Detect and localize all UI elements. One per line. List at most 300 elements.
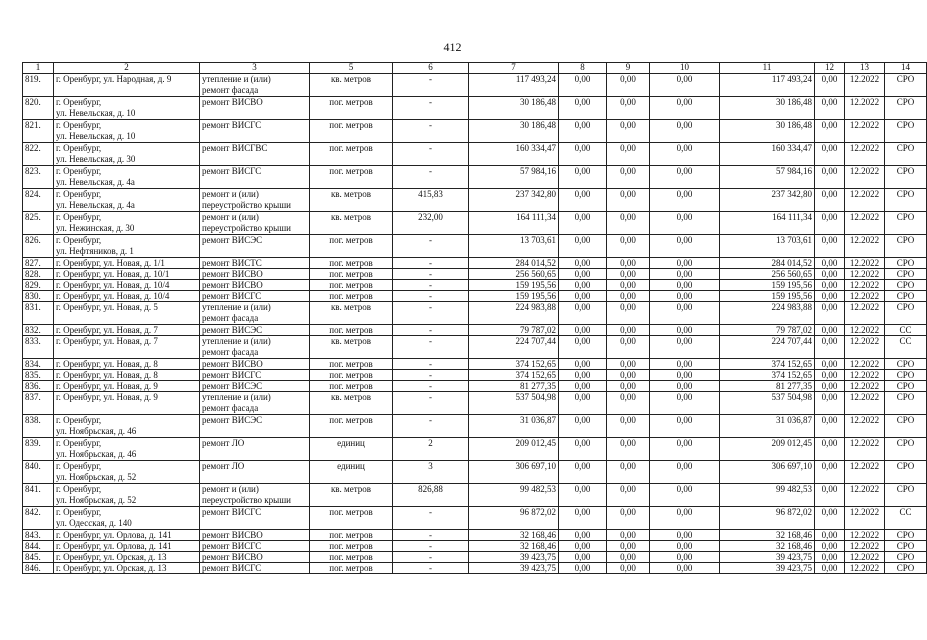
quantity-cell: - bbox=[393, 143, 469, 166]
work-type-cell bbox=[200, 166, 310, 189]
row-number-cell: 840. bbox=[23, 461, 54, 484]
funding-col10-cell: 0,00 bbox=[650, 269, 720, 280]
funding-col11-cell: 159 195,56 bbox=[720, 280, 815, 291]
funding-col12-cell: 0,00 bbox=[815, 325, 845, 336]
address-cell-line: г. Оренбург, ул. Новая, д. 10/4 bbox=[56, 291, 170, 301]
table-row bbox=[23, 269, 927, 280]
address-cell-line: ул. Ноябрьская, д. 52 bbox=[56, 495, 137, 505]
funding-col9-cell: 0,00 bbox=[607, 484, 650, 507]
funding-col12-cell: 0,00 bbox=[815, 280, 845, 291]
funding-col11-cell: 374 152,65 bbox=[720, 370, 815, 381]
funding-col10-cell: 0,00 bbox=[650, 189, 720, 212]
table-row bbox=[23, 120, 927, 143]
deadline-cell: 12.2022 bbox=[845, 302, 885, 325]
unit-cell: пог. метров bbox=[310, 291, 393, 302]
total-cost-cell: 79 787,02 bbox=[469, 325, 559, 336]
deadline-cell: 12.2022 bbox=[845, 166, 885, 189]
funding-col10-cell: 0,00 bbox=[650, 325, 720, 336]
row-number-cell: 836. bbox=[23, 381, 54, 392]
funding-col12-cell: 0,00 bbox=[815, 189, 845, 212]
unit-cell: кв. метров bbox=[310, 392, 393, 415]
quantity-cell: 2 bbox=[393, 438, 469, 461]
unit-cell: кв. метров bbox=[310, 212, 393, 235]
column-number-cell: 12 bbox=[815, 63, 845, 74]
quantity-cell: - bbox=[393, 415, 469, 438]
address-cell-line: г. Оренбург, ул. Народная, д. 9 bbox=[56, 74, 172, 84]
funding-col9-cell: 0,00 bbox=[607, 370, 650, 381]
funding-col9-cell: 0,00 bbox=[607, 530, 650, 541]
funding-col12-cell: 0,00 bbox=[815, 166, 845, 189]
address-cell bbox=[54, 235, 200, 258]
funding-col11-cell: 256 560,65 bbox=[720, 269, 815, 280]
deadline-cell: 12.2022 bbox=[845, 530, 885, 541]
funding-col8-cell: 0,00 bbox=[559, 370, 607, 381]
funding-col10-cell: 0,00 bbox=[650, 438, 720, 461]
column-number-cell: 7 bbox=[469, 63, 559, 74]
funding-col11-cell: 32 168,46 bbox=[720, 530, 815, 541]
source-cell: СРО bbox=[885, 258, 927, 269]
funding-col11-cell: 30 186,48 bbox=[720, 120, 815, 143]
funding-col12-cell: 0,00 bbox=[815, 302, 845, 325]
funding-col11-cell: 57 984,16 bbox=[720, 166, 815, 189]
total-cost-cell: 224 983,88 bbox=[469, 302, 559, 325]
funding-col9-cell: 0,00 bbox=[607, 269, 650, 280]
deadline-cell: 12.2022 bbox=[845, 381, 885, 392]
address-cell bbox=[54, 563, 200, 574]
address-cell bbox=[54, 415, 200, 438]
funding-col10-cell: 0,00 bbox=[650, 166, 720, 189]
work-type-cell-line: ремонт и (или) bbox=[202, 189, 259, 199]
address-cell-line: г. Оренбург, ул. Орлова, д. 141 bbox=[56, 530, 172, 540]
address-cell bbox=[54, 381, 200, 392]
funding-col10-cell: 0,00 bbox=[650, 563, 720, 574]
quantity-cell: - bbox=[393, 359, 469, 370]
quantity-cell: 415,83 bbox=[393, 189, 469, 212]
work-type-cell-line: ремонт ЛО bbox=[202, 438, 245, 448]
row-number-cell: 823. bbox=[23, 166, 54, 189]
funding-col8-cell: 0,00 bbox=[559, 415, 607, 438]
funding-col9-cell: 0,00 bbox=[607, 166, 650, 189]
total-cost-cell: 374 152,65 bbox=[469, 370, 559, 381]
work-type-cell bbox=[200, 280, 310, 291]
unit-cell: единиц bbox=[310, 438, 393, 461]
deadline-cell: 12.2022 bbox=[845, 280, 885, 291]
work-type-cell bbox=[200, 370, 310, 381]
row-number-cell: 845. bbox=[23, 552, 54, 563]
funding-col12-cell: 0,00 bbox=[815, 269, 845, 280]
address-cell bbox=[54, 97, 200, 120]
funding-col8-cell: 0,00 bbox=[559, 484, 607, 507]
total-cost-cell: 237 342,80 bbox=[469, 189, 559, 212]
work-type-cell-line: ремонт ВИСГС bbox=[202, 120, 262, 130]
work-type-cell-line: переустройство крыши bbox=[202, 495, 291, 505]
row-number-cell: 831. bbox=[23, 302, 54, 325]
funding-col9-cell: 0,00 bbox=[607, 438, 650, 461]
funding-col10-cell: 0,00 bbox=[650, 235, 720, 258]
address-cell-line: г. Оренбург, bbox=[56, 507, 102, 517]
work-type-cell-line: переустройство крыши bbox=[202, 200, 291, 210]
work-type-cell bbox=[200, 120, 310, 143]
address-cell bbox=[54, 336, 200, 359]
address-cell-line: г. Оренбург, bbox=[56, 484, 102, 494]
funding-col12-cell: 0,00 bbox=[815, 530, 845, 541]
quantity-cell: - bbox=[393, 97, 469, 120]
funding-col11-cell: 537 504,98 bbox=[720, 392, 815, 415]
funding-col10-cell: 0,00 bbox=[650, 74, 720, 97]
source-cell: СРО bbox=[885, 212, 927, 235]
work-type-cell bbox=[200, 461, 310, 484]
work-type-cell bbox=[200, 336, 310, 359]
address-cell bbox=[54, 541, 200, 552]
address-cell-line: ул. Невельская, д. 4а bbox=[56, 177, 135, 187]
column-number-cell: 5 bbox=[310, 63, 393, 74]
deadline-cell: 12.2022 bbox=[845, 359, 885, 370]
total-cost-cell: 30 186,48 bbox=[469, 120, 559, 143]
address-cell-line: ул. Одесская, д. 140 bbox=[56, 518, 132, 528]
deadline-cell: 12.2022 bbox=[845, 415, 885, 438]
deadline-cell: 12.2022 bbox=[845, 235, 885, 258]
deadline-cell: 12.2022 bbox=[845, 370, 885, 381]
address-cell bbox=[54, 392, 200, 415]
row-number-cell: 829. bbox=[23, 280, 54, 291]
funding-col10-cell: 0,00 bbox=[650, 552, 720, 563]
work-type-cell-line: ремонт фасада bbox=[202, 347, 259, 357]
table-row bbox=[23, 143, 927, 166]
funding-col8-cell: 0,00 bbox=[559, 120, 607, 143]
funding-col8-cell: 0,00 bbox=[559, 166, 607, 189]
total-cost-cell: 32 168,46 bbox=[469, 530, 559, 541]
funding-col12-cell: 0,00 bbox=[815, 235, 845, 258]
work-type-cell-line: утепление и (или) bbox=[202, 74, 271, 84]
funding-col9-cell: 0,00 bbox=[607, 552, 650, 563]
work-type-cell-line: ремонт ВИСВО bbox=[202, 280, 263, 290]
funding-col9-cell: 0,00 bbox=[607, 359, 650, 370]
funding-col9-cell: 0,00 bbox=[607, 325, 650, 336]
unit-cell: пог. метров bbox=[310, 541, 393, 552]
deadline-cell: 12.2022 bbox=[845, 143, 885, 166]
address-cell-line: г. Оренбург, bbox=[56, 438, 102, 448]
address-cell bbox=[54, 325, 200, 336]
row-number-cell: 822. bbox=[23, 143, 54, 166]
total-cost-cell: 159 195,56 bbox=[469, 280, 559, 291]
address-cell bbox=[54, 484, 200, 507]
funding-col9-cell: 0,00 bbox=[607, 74, 650, 97]
address-cell bbox=[54, 359, 200, 370]
address-cell-line: г. Оренбург, ул. Новая, д. 9 bbox=[56, 392, 158, 402]
funding-col11-cell: 99 482,53 bbox=[720, 484, 815, 507]
deadline-cell: 12.2022 bbox=[845, 291, 885, 302]
source-cell: СРО bbox=[885, 541, 927, 552]
funding-col12-cell: 0,00 bbox=[815, 415, 845, 438]
quantity-cell: 232,00 bbox=[393, 212, 469, 235]
column-number-cell: 9 bbox=[607, 63, 650, 74]
deadline-cell: 12.2022 bbox=[845, 120, 885, 143]
funding-col12-cell: 0,00 bbox=[815, 484, 845, 507]
funding-col10-cell: 0,00 bbox=[650, 143, 720, 166]
funding-col8-cell: 0,00 bbox=[559, 392, 607, 415]
funding-col12-cell: 0,00 bbox=[815, 359, 845, 370]
row-number-cell: 830. bbox=[23, 291, 54, 302]
source-cell: СРО bbox=[885, 381, 927, 392]
funding-col10-cell: 0,00 bbox=[650, 415, 720, 438]
unit-cell: пог. метров bbox=[310, 530, 393, 541]
row-number-cell: 821. bbox=[23, 120, 54, 143]
funding-col11-cell: 164 111,34 bbox=[720, 212, 815, 235]
work-type-cell bbox=[200, 74, 310, 97]
unit-cell: пог. метров bbox=[310, 97, 393, 120]
work-type-cell bbox=[200, 258, 310, 269]
deadline-cell: 12.2022 bbox=[845, 552, 885, 563]
quantity-cell: - bbox=[393, 563, 469, 574]
table-row bbox=[23, 541, 927, 552]
funding-col11-cell: 81 277,35 bbox=[720, 381, 815, 392]
work-type-cell-line: ремонт ВИСГС bbox=[202, 563, 262, 573]
funding-col12-cell: 0,00 bbox=[815, 212, 845, 235]
total-cost-cell: 306 697,10 bbox=[469, 461, 559, 484]
funding-col11-cell: 39 423,75 bbox=[720, 552, 815, 563]
funding-col9-cell: 0,00 bbox=[607, 258, 650, 269]
address-cell-line: г. Оренбург, ул. Орлова, д. 141 bbox=[56, 541, 172, 551]
funding-col11-cell: 209 012,45 bbox=[720, 438, 815, 461]
table-row bbox=[23, 438, 927, 461]
work-type-cell bbox=[200, 235, 310, 258]
table-row bbox=[23, 461, 927, 484]
funding-col9-cell: 0,00 bbox=[607, 143, 650, 166]
total-cost-cell: 164 111,34 bbox=[469, 212, 559, 235]
quantity-cell: - bbox=[393, 392, 469, 415]
work-type-cell-line: ремонт ВИСГС bbox=[202, 291, 262, 301]
funding-col11-cell: 31 036,87 bbox=[720, 415, 815, 438]
unit-cell: пог. метров bbox=[310, 120, 393, 143]
row-number-cell: 835. bbox=[23, 370, 54, 381]
unit-cell: пог. метров bbox=[310, 507, 393, 530]
total-cost-cell: 13 703,61 bbox=[469, 235, 559, 258]
address-cell bbox=[54, 280, 200, 291]
source-cell: СРО bbox=[885, 97, 927, 120]
source-cell: СРО bbox=[885, 269, 927, 280]
work-type-cell-line: утепление и (или) bbox=[202, 336, 271, 346]
funding-col11-cell: 374 152,65 bbox=[720, 359, 815, 370]
work-type-cell bbox=[200, 325, 310, 336]
funding-col12-cell: 0,00 bbox=[815, 438, 845, 461]
quantity-cell: - bbox=[393, 269, 469, 280]
address-cell bbox=[54, 269, 200, 280]
address-cell-line: г. Оренбург, ул. Орская, д. 13 bbox=[56, 563, 167, 573]
address-cell bbox=[54, 212, 200, 235]
quantity-cell: - bbox=[393, 258, 469, 269]
total-cost-cell: 537 504,98 bbox=[469, 392, 559, 415]
work-type-cell bbox=[200, 415, 310, 438]
work-type-cell-line: ремонт ВИСВО bbox=[202, 269, 263, 279]
column-number-cell: 1 bbox=[23, 63, 54, 74]
total-cost-cell: 374 152,65 bbox=[469, 359, 559, 370]
row-number-cell: 846. bbox=[23, 563, 54, 574]
deadline-cell: 12.2022 bbox=[845, 97, 885, 120]
source-cell: СРО bbox=[885, 370, 927, 381]
table-row bbox=[23, 381, 927, 392]
work-type-cell bbox=[200, 392, 310, 415]
table-row bbox=[23, 189, 927, 212]
unit-cell: пог. метров bbox=[310, 143, 393, 166]
table-row bbox=[23, 392, 927, 415]
quantity-cell: - bbox=[393, 280, 469, 291]
quantity-cell: - bbox=[393, 336, 469, 359]
funding-col10-cell: 0,00 bbox=[650, 370, 720, 381]
total-cost-cell: 31 036,87 bbox=[469, 415, 559, 438]
address-cell-line: г. Оренбург, bbox=[56, 143, 102, 153]
page-number: 412 bbox=[443, 40, 462, 54]
table-row bbox=[23, 370, 927, 381]
work-type-cell-line: ремонт ВИСЭС bbox=[202, 325, 263, 335]
table-row bbox=[23, 258, 927, 269]
funding-col8-cell: 0,00 bbox=[559, 235, 607, 258]
funding-col10-cell: 0,00 bbox=[650, 258, 720, 269]
address-cell-line: г. Оренбург, ул. Новая, д. 1/1 bbox=[56, 258, 165, 268]
funding-col8-cell: 0,00 bbox=[559, 212, 607, 235]
total-cost-cell: 57 984,16 bbox=[469, 166, 559, 189]
source-cell: СРО bbox=[885, 291, 927, 302]
deadline-cell: 12.2022 bbox=[845, 541, 885, 552]
deadline-cell: 12.2022 bbox=[845, 392, 885, 415]
work-type-cell bbox=[200, 359, 310, 370]
funding-col11-cell: 284 014,52 bbox=[720, 258, 815, 269]
funding-col12-cell: 0,00 bbox=[815, 258, 845, 269]
deadline-cell: 12.2022 bbox=[845, 336, 885, 359]
source-cell: СРО bbox=[885, 280, 927, 291]
work-type-cell bbox=[200, 291, 310, 302]
table-row bbox=[23, 484, 927, 507]
deadline-cell: 12.2022 bbox=[845, 74, 885, 97]
deadline-cell: 12.2022 bbox=[845, 461, 885, 484]
funding-col9-cell: 0,00 bbox=[607, 189, 650, 212]
quantity-cell: - bbox=[393, 302, 469, 325]
table-row bbox=[23, 97, 927, 120]
work-type-cell bbox=[200, 269, 310, 280]
funding-col10-cell: 0,00 bbox=[650, 392, 720, 415]
unit-cell: пог. метров bbox=[310, 325, 393, 336]
total-cost-cell: 160 334,47 bbox=[469, 143, 559, 166]
work-type-cell bbox=[200, 381, 310, 392]
table-row bbox=[23, 336, 927, 359]
source-cell: СРО bbox=[885, 302, 927, 325]
column-number-cell: 10 bbox=[650, 63, 720, 74]
funding-col10-cell: 0,00 bbox=[650, 280, 720, 291]
work-type-cell-line: ремонт ВИСВО bbox=[202, 530, 263, 540]
funding-col8-cell: 0,00 bbox=[559, 258, 607, 269]
funding-col12-cell: 0,00 bbox=[815, 74, 845, 97]
unit-cell: кв. метров bbox=[310, 74, 393, 97]
funding-col8-cell: 0,00 bbox=[559, 507, 607, 530]
address-cell bbox=[54, 143, 200, 166]
work-type-cell bbox=[200, 484, 310, 507]
total-cost-cell: 224 707,44 bbox=[469, 336, 559, 359]
address-cell bbox=[54, 302, 200, 325]
unit-cell: пог. метров bbox=[310, 166, 393, 189]
funding-col10-cell: 0,00 bbox=[650, 484, 720, 507]
funding-col9-cell: 0,00 bbox=[607, 381, 650, 392]
source-cell: СС bbox=[885, 336, 927, 359]
funding-col12-cell: 0,00 bbox=[815, 381, 845, 392]
funding-col9-cell: 0,00 bbox=[607, 336, 650, 359]
funding-col12-cell: 0,00 bbox=[815, 392, 845, 415]
funding-col8-cell: 0,00 bbox=[559, 461, 607, 484]
funding-col8-cell: 0,00 bbox=[559, 302, 607, 325]
funding-col11-cell: 32 168,46 bbox=[720, 541, 815, 552]
source-cell: СРО bbox=[885, 392, 927, 415]
funding-col9-cell: 0,00 bbox=[607, 280, 650, 291]
source-cell: СРО bbox=[885, 166, 927, 189]
work-type-cell-line: ремонт ВИСГС bbox=[202, 541, 262, 551]
funding-col12-cell: 0,00 bbox=[815, 97, 845, 120]
address-cell-line: г. Оренбург, bbox=[56, 415, 102, 425]
source-cell: СРО bbox=[885, 359, 927, 370]
total-cost-cell: 81 277,35 bbox=[469, 381, 559, 392]
funding-col9-cell: 0,00 bbox=[607, 541, 650, 552]
quantity-cell: - bbox=[393, 74, 469, 97]
funding-col10-cell: 0,00 bbox=[650, 461, 720, 484]
table-row bbox=[23, 280, 927, 291]
table-row bbox=[23, 302, 927, 325]
source-cell: СРО bbox=[885, 530, 927, 541]
funding-col8-cell: 0,00 bbox=[559, 280, 607, 291]
funding-col10-cell: 0,00 bbox=[650, 359, 720, 370]
work-type-cell bbox=[200, 552, 310, 563]
row-number-cell: 839. bbox=[23, 438, 54, 461]
address-cell-line: г. Оренбург, ул. Новая, д. 5 bbox=[56, 302, 158, 312]
quantity-cell: - bbox=[393, 166, 469, 189]
address-cell-line: ул. Ноябрьская, д. 46 bbox=[56, 426, 137, 436]
address-cell-line: ул. Нежинская, д. 30 bbox=[56, 223, 135, 233]
funding-col12-cell: 0,00 bbox=[815, 563, 845, 574]
row-number-cell: 824. bbox=[23, 189, 54, 212]
deadline-cell: 12.2022 bbox=[845, 484, 885, 507]
total-cost-cell: 284 014,52 bbox=[469, 258, 559, 269]
quantity-cell: - bbox=[393, 120, 469, 143]
work-type-cell-line: утепление и (или) bbox=[202, 302, 271, 312]
quantity-cell: 3 bbox=[393, 461, 469, 484]
address-cell-line: г. Оренбург, ул. Новая, д. 9 bbox=[56, 381, 158, 391]
funding-col9-cell: 0,00 bbox=[607, 507, 650, 530]
unit-cell: пог. метров bbox=[310, 552, 393, 563]
column-number-cell: 2 bbox=[54, 63, 200, 74]
funding-col11-cell: 224 983,88 bbox=[720, 302, 815, 325]
total-cost-cell: 117 493,24 bbox=[469, 74, 559, 97]
funding-col8-cell: 0,00 bbox=[559, 381, 607, 392]
work-type-cell-line: ремонт ЛО bbox=[202, 461, 245, 471]
table-row bbox=[23, 530, 927, 541]
funding-col12-cell: 0,00 bbox=[815, 143, 845, 166]
address-cell bbox=[54, 438, 200, 461]
funding-col8-cell: 0,00 bbox=[559, 530, 607, 541]
quantity-cell: - bbox=[393, 235, 469, 258]
funding-col12-cell: 0,00 bbox=[815, 291, 845, 302]
unit-cell: единиц bbox=[310, 461, 393, 484]
table-row bbox=[23, 212, 927, 235]
work-type-cell-line: ремонт ВИСГС bbox=[202, 166, 262, 176]
funding-col12-cell: 0,00 bbox=[815, 120, 845, 143]
funding-col12-cell: 0,00 bbox=[815, 370, 845, 381]
work-type-cell bbox=[200, 212, 310, 235]
funding-col8-cell: 0,00 bbox=[559, 269, 607, 280]
deadline-cell: 12.2022 bbox=[845, 325, 885, 336]
funding-col10-cell: 0,00 bbox=[650, 507, 720, 530]
work-type-cell-line: ремонт и (или) bbox=[202, 484, 259, 494]
funding-col9-cell: 0,00 bbox=[607, 97, 650, 120]
source-cell: СРО bbox=[885, 74, 927, 97]
unit-cell: пог. метров bbox=[310, 359, 393, 370]
funding-col11-cell: 117 493,24 bbox=[720, 74, 815, 97]
unit-cell: кв. метров bbox=[310, 189, 393, 212]
